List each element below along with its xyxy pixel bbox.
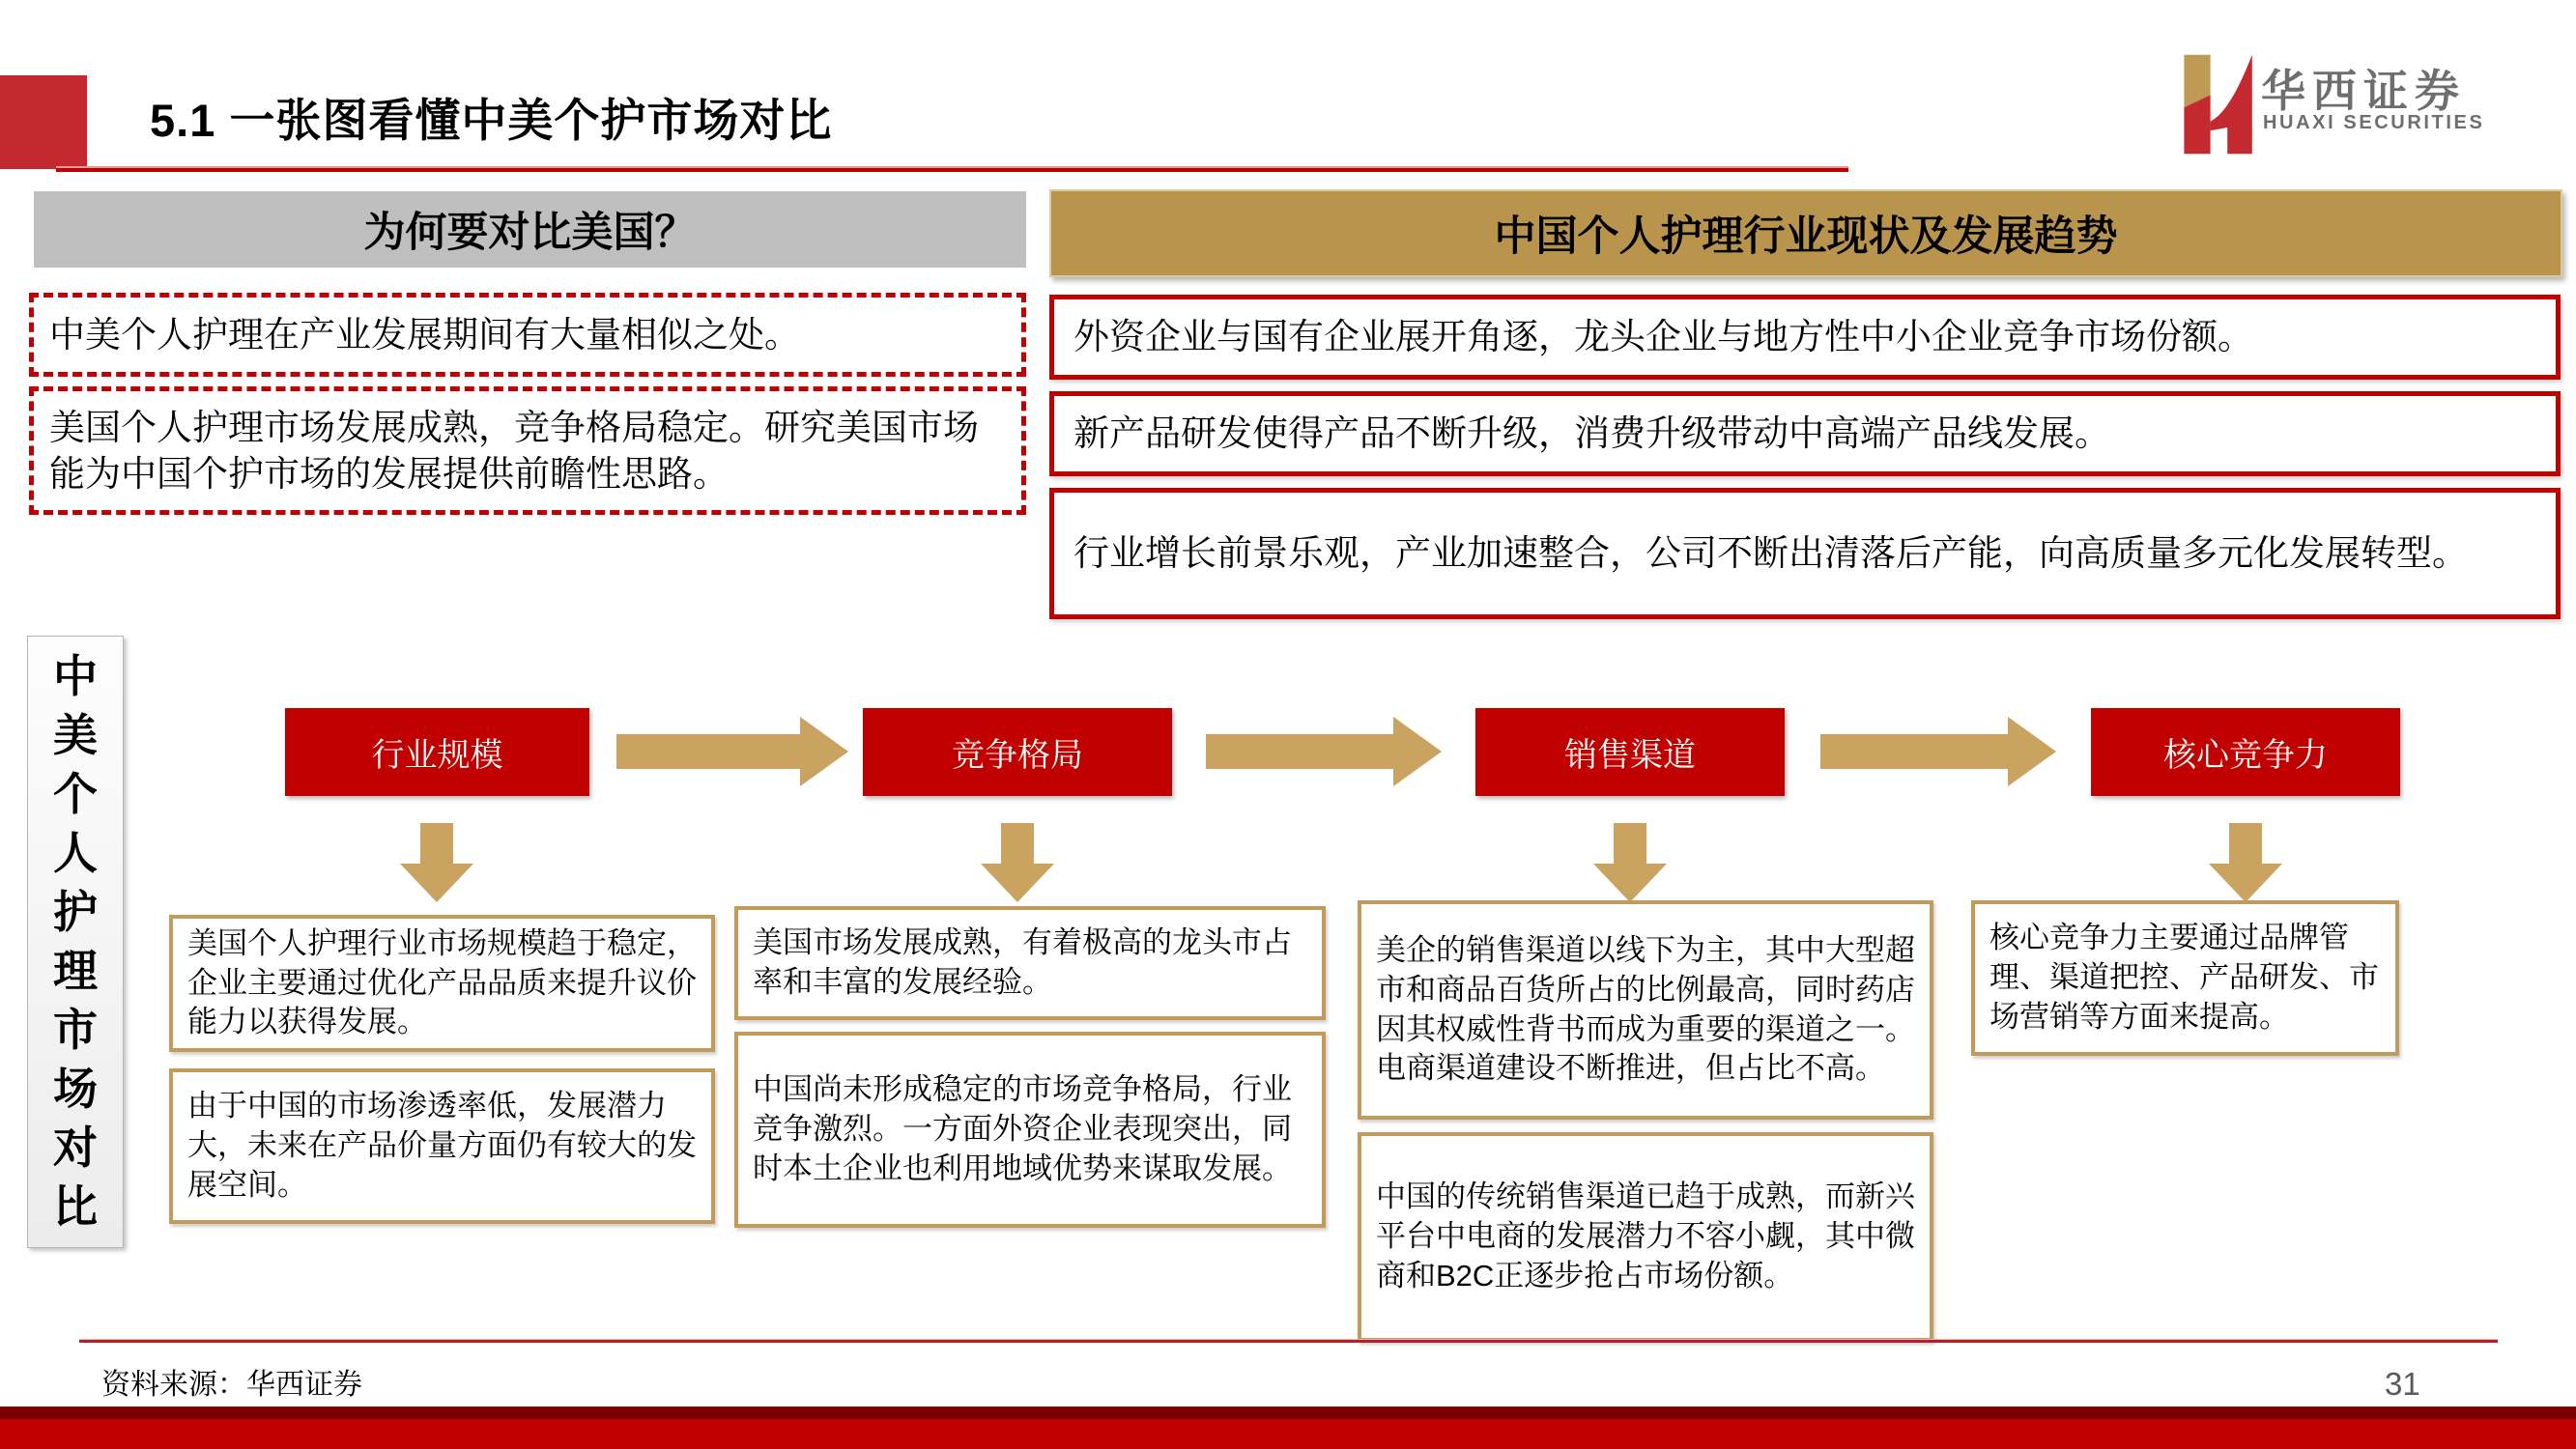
left-point-box-1 — [29, 293, 1026, 377]
note-text: 美国个人护理行业市场规模趋于稳定，企业主要通过优化产品品质来提升议价能力以获得发展。 — [187, 925, 697, 1039]
note-channels-us — [1358, 900, 1933, 1120]
note-text: 中国尚未形成稳定的市场竞争格局，行业竞争激烈。一方面外资企业表现突出，同时本土企业也利用地域优势来谋取发展。 — [753, 1072, 1292, 1185]
stage-box-sales-channels: 销售渠道 — [1475, 708, 1785, 796]
arrow-head — [800, 717, 848, 786]
footer-divider — [79, 1339, 2498, 1343]
bottom-bar — [0, 1419, 2576, 1449]
stage-box-competitive-landscape: 竞争格局 — [863, 708, 1172, 796]
stage-box-core-competitiveness: 核心竞争力 — [2091, 708, 2400, 796]
note-text: 核心竞争力主要通过品牌管理、渠道把控、产品研发、市场营销等方面来提高。 — [1989, 921, 2379, 1034]
right-arrow-icon — [616, 717, 848, 786]
note-channels-china — [1358, 1132, 1933, 1342]
logo-brand-en: HUAXI SECURITIES — [2263, 112, 2485, 133]
arrow-shaft — [2229, 823, 2262, 864]
arrow-shaft — [616, 734, 800, 769]
note-core-competitiveness — [1971, 900, 2399, 1056]
arrow-shaft — [1001, 823, 1034, 864]
right-point-box-3 — [1049, 488, 2561, 619]
arrow-head — [2008, 717, 2056, 786]
right-point-box-1 — [1049, 295, 2561, 380]
down-arrow-icon — [400, 823, 473, 900]
arrow-head — [1593, 864, 1667, 902]
note-competition-china — [734, 1032, 1326, 1228]
title-accent-square — [0, 75, 87, 169]
down-arrow-icon — [981, 823, 1054, 900]
arrow-shaft — [420, 823, 453, 864]
right-point-box-2 — [1049, 391, 2561, 476]
page-number: 31 — [2385, 1366, 2420, 1402]
logo-brand-cn: 华西证券 — [2261, 67, 2466, 116]
right-point-text-3: 行业增长前景乐观，产业加速整合，公司不断出清落后产能，向高质量多元化发展转型。 — [1073, 532, 2468, 573]
arrow-head — [1393, 717, 1442, 786]
title-divider — [56, 166, 1848, 172]
arrow-shaft — [1206, 734, 1393, 769]
right-arrow-icon — [1820, 717, 2056, 786]
left-point-text-2: 美国个人护理市场发展成熟，竞争格局稳定。研究美国市场能为中国个护市场的发展提供前瞻性思路。 — [49, 408, 979, 494]
note-text: 由于中国的市场渗透率低，发展潜力大，未来在产品价量方面仍有较大的发展空间。 — [187, 1089, 697, 1202]
note-text: 中国的传统销售渠道已趋于成熟，而新兴平台中电商的发展潜力不容小觑，其中微商和B2C正逐步抢占市场份额。 — [1376, 1179, 1915, 1293]
note-text: 美国市场发展成熟，有着极高的龙头市占率和丰富的发展经验。 — [753, 925, 1292, 999]
note-competition-us — [734, 906, 1326, 1020]
down-arrow-icon — [2209, 823, 2282, 900]
flow-side-label-box — [27, 636, 124, 1248]
left-section-header: 为何要对比美国？ — [34, 191, 1026, 268]
flow-side-label: 中美个人护理市场对比 — [53, 651, 98, 1232]
note-industry-scale-us — [169, 915, 715, 1052]
arrow-shaft — [1614, 823, 1646, 864]
note-text: 美企的销售渠道以线下为主，其中大型超市和商品百货所占的比例最高，同时药店因其权威性背书而成为重要的渠道之一。电商渠道建设不断推进，但占比不高。 — [1376, 932, 1915, 1086]
right-section-header: 中国个人护理行业现状及发展趋势 — [1049, 189, 2562, 277]
left-point-text-1: 中美个人护理在产业发展期间有大量相似之处。 — [49, 314, 800, 355]
source-note: 资料来源：华西证券 — [101, 1369, 362, 1401]
huaxi-logo — [2172, 46, 2568, 160]
page-title: 5.1 一张图看懂中美个护市场对比 — [150, 95, 833, 146]
bottom-bar-dark-stripe — [0, 1406, 2576, 1419]
left-point-box-2 — [29, 386, 1026, 515]
note-industry-scale-china — [169, 1068, 715, 1224]
stage-box-industry-scale: 行业规模 — [285, 708, 589, 796]
huaxi-h-monogram-icon — [2178, 50, 2255, 158]
right-arrow-icon — [1206, 717, 1442, 786]
down-arrow-icon — [1593, 823, 1667, 900]
arrow-head — [981, 864, 1054, 902]
arrow-shaft — [1820, 734, 2008, 769]
arrow-head — [2209, 864, 2282, 902]
arrow-head — [400, 864, 473, 902]
right-point-text-2: 新产品研发使得产品不断升级，消费升级带动中高端产品线发展。 — [1073, 412, 2110, 453]
right-point-text-1: 外资企业与国有企业展开角逐，龙头企业与地方性中小企业竞争市场份额。 — [1073, 316, 2253, 356]
